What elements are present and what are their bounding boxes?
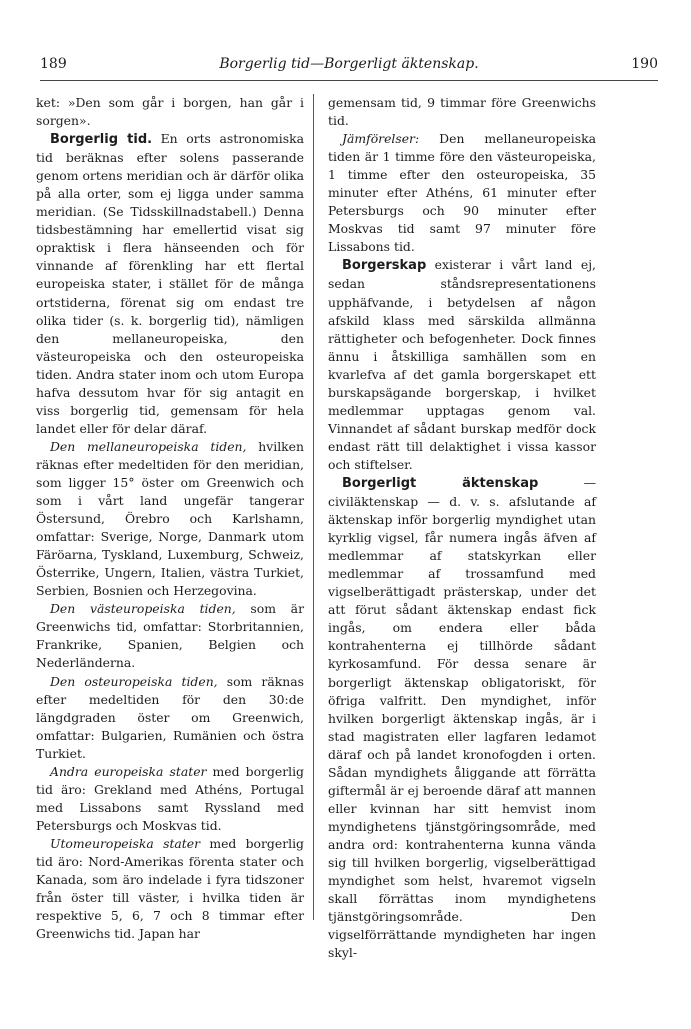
entry-borgerligt-aktenskap <box>328 474 596 962</box>
page-number-right: 190 <box>631 56 658 72</box>
paragraph-andra-stater <box>36 763 304 835</box>
paragraph-jamforelser <box>328 130 596 256</box>
paragraph-body: Den mellaneuropeiska tiden är 1 timme före den västeuropeiska, 1 timme efter den osteuropeiska, 35 minuter efter Athéns, 61 minuter efter Petersburgs och 90 minuter efter Moskvas tid samt 97 minuter före Lissabons tid. <box>328 131 596 255</box>
entry-borgerlig-tid <box>36 130 304 438</box>
entry-headword: Borgerskap <box>342 258 427 274</box>
italic-lead: Jämförelser: <box>342 131 420 147</box>
paragraph-continuation: gemensam tid, 9 timmar före Greenwichs tid. <box>328 95 596 129</box>
left-column <box>36 94 304 943</box>
paragraph-body: som är Greenwichs tid, omfattar: Storbritannien, Frankrike, Spanien, Belgien och Nederländerna. <box>36 601 304 671</box>
entry-borgerskap <box>328 256 596 474</box>
paragraph-mellaneuropeiska <box>36 438 304 600</box>
paragraph-body: med borgerlig tid äro: Nord-Amerikas förenta stater och Kanada, som äro indelade i fyra tidszoner från öster till väster, i hvilka tiden är respektive 5, 6, 7 och 8 timmar efter Greenwichs tid. Japan har <box>36 835 304 942</box>
paragraph-vasteuropeiska <box>36 600 304 672</box>
paragraph-body: som räknas efter medeltiden för den 30:de längdgraden öster om Greenwich, omfattar: Bulgarien, Rumänien och östra Turkiet. <box>36 673 304 761</box>
italic-lead: Den osteuropeiska tiden, <box>50 673 218 689</box>
italic-lead: Andra europeiska stater <box>50 763 207 779</box>
page-header <box>40 52 658 81</box>
page-number-left: 189 <box>40 56 67 72</box>
entry-body: En orts astronomiska tid beräknas efter solens passerande genom ortens meridian och är därför olika på alla orter, som ej ligga under samma meridian. (Se Tidsskillnadstabell.) Denna tidsbestämning har emellertid visat sig opraktisk i flera hänseenden och för vinnande af förenkling har ett flertal europeiska stater, i stället för de många ortstiderna, förenat sig om endast tre olika tider (s. k. borgerlig tid), nämligen den mellaneuropeiska, den västeuropeiska och den osteuropeiska tiden. Andra stater inom och utom Europa hafva dessutom hvar för sig antagit en viss borgerlig tid, gemensam för hela landet eller för delar däraf. <box>36 131 304 436</box>
right-column <box>328 94 596 962</box>
paragraph-continuation: ket: »Den som går i borgen, han går i sorgen». <box>36 95 304 129</box>
entry-body: — civiläktenskap — d. v. s. afslutande af äktenskap inför borgerlig myndighet utan kyrklig vigsel, får numera ingås äfven af medlemmar af statskyrkan eller medlemmar af trossamfund med vigselberättigadt prästerskap, under det att förut sådant äktenskap endast fick ingås, om endera eller båda kontrahenterna ej tillhörde sådant kyrkosamfund. För dessa senare är borgerligt äktenskap obligatoriskt, för öfriga valfritt. Den myndighet, inför hvilken borgerligt äktenskap ingås, är i stad magistraten eller lagfaren ledamot däraf och på landet kronofogden i orten. Sådan myndighets åliggande att förrätta giftermål är ej beroende däraf att mannen eller kvinnan har sitt hemvist inom myndighetens tjänstgöringsområde, med andra ord: kontrahenterna kunna vända sig till hvilken borgerlig, vigselberättigad myndighet som helst, hvaremot vigseln skall förrättas inom myndighetens tjänstgöringsområde. Den vigselförrättande myndigheten har ingen skyl- <box>328 474 596 961</box>
paragraph-body: med borgerlig tid äro: Grekland med Athéns, Portugal med Lissabons samt Ryssland med Petersburgs och Moskvas tid. <box>36 763 304 833</box>
running-title: Borgerlig tid—Borgerligt äktenskap. <box>219 56 479 72</box>
paragraph-utomeuropeiska <box>36 835 304 943</box>
italic-lead: Den västeuropeiska tiden, <box>50 601 236 617</box>
column-divider <box>313 94 314 920</box>
paragraph-body: hvilken räknas efter medeltiden för den meridian, som ligger 15° öster om Greenwich och som i vårt land ungefär tangerar Östersund, Örebro och Karlshamn, omfattar: Sverige, Norge, Danmark utom Färöarna, Tyskland, Luxemburg, Schweiz, Österrike, Ungern, Italien, västra Turkiet, Serbien, Bosnien och Herzegovina. <box>36 438 304 599</box>
entry-body: existerar i vårt land ej, sedan ståndsrepresentationens upphäfvande, i betydelsen af någon afskild klass med särskilda allmänna rättigheter och befogenheter. Dock finnes ännu i åtskilliga samhällen som en kvarlefva af det gamla borgerskapet ett burskapsägande borgerskap, i hvilket medlemmar upptagas genom val. Vinnandet af sådant burskap medför dock endast rätt till delaktighet i vissa kassor och stiftelser. <box>328 257 596 472</box>
entry-headword: Borgerligt äktenskap <box>342 475 539 491</box>
paragraph-osteuropeiska <box>36 673 304 763</box>
entry-headword: Borgerlig tid. <box>50 132 153 148</box>
italic-lead: Utomeuropeiska stater <box>50 835 201 851</box>
italic-lead: Den mellaneuropeiska tiden, <box>50 438 247 454</box>
